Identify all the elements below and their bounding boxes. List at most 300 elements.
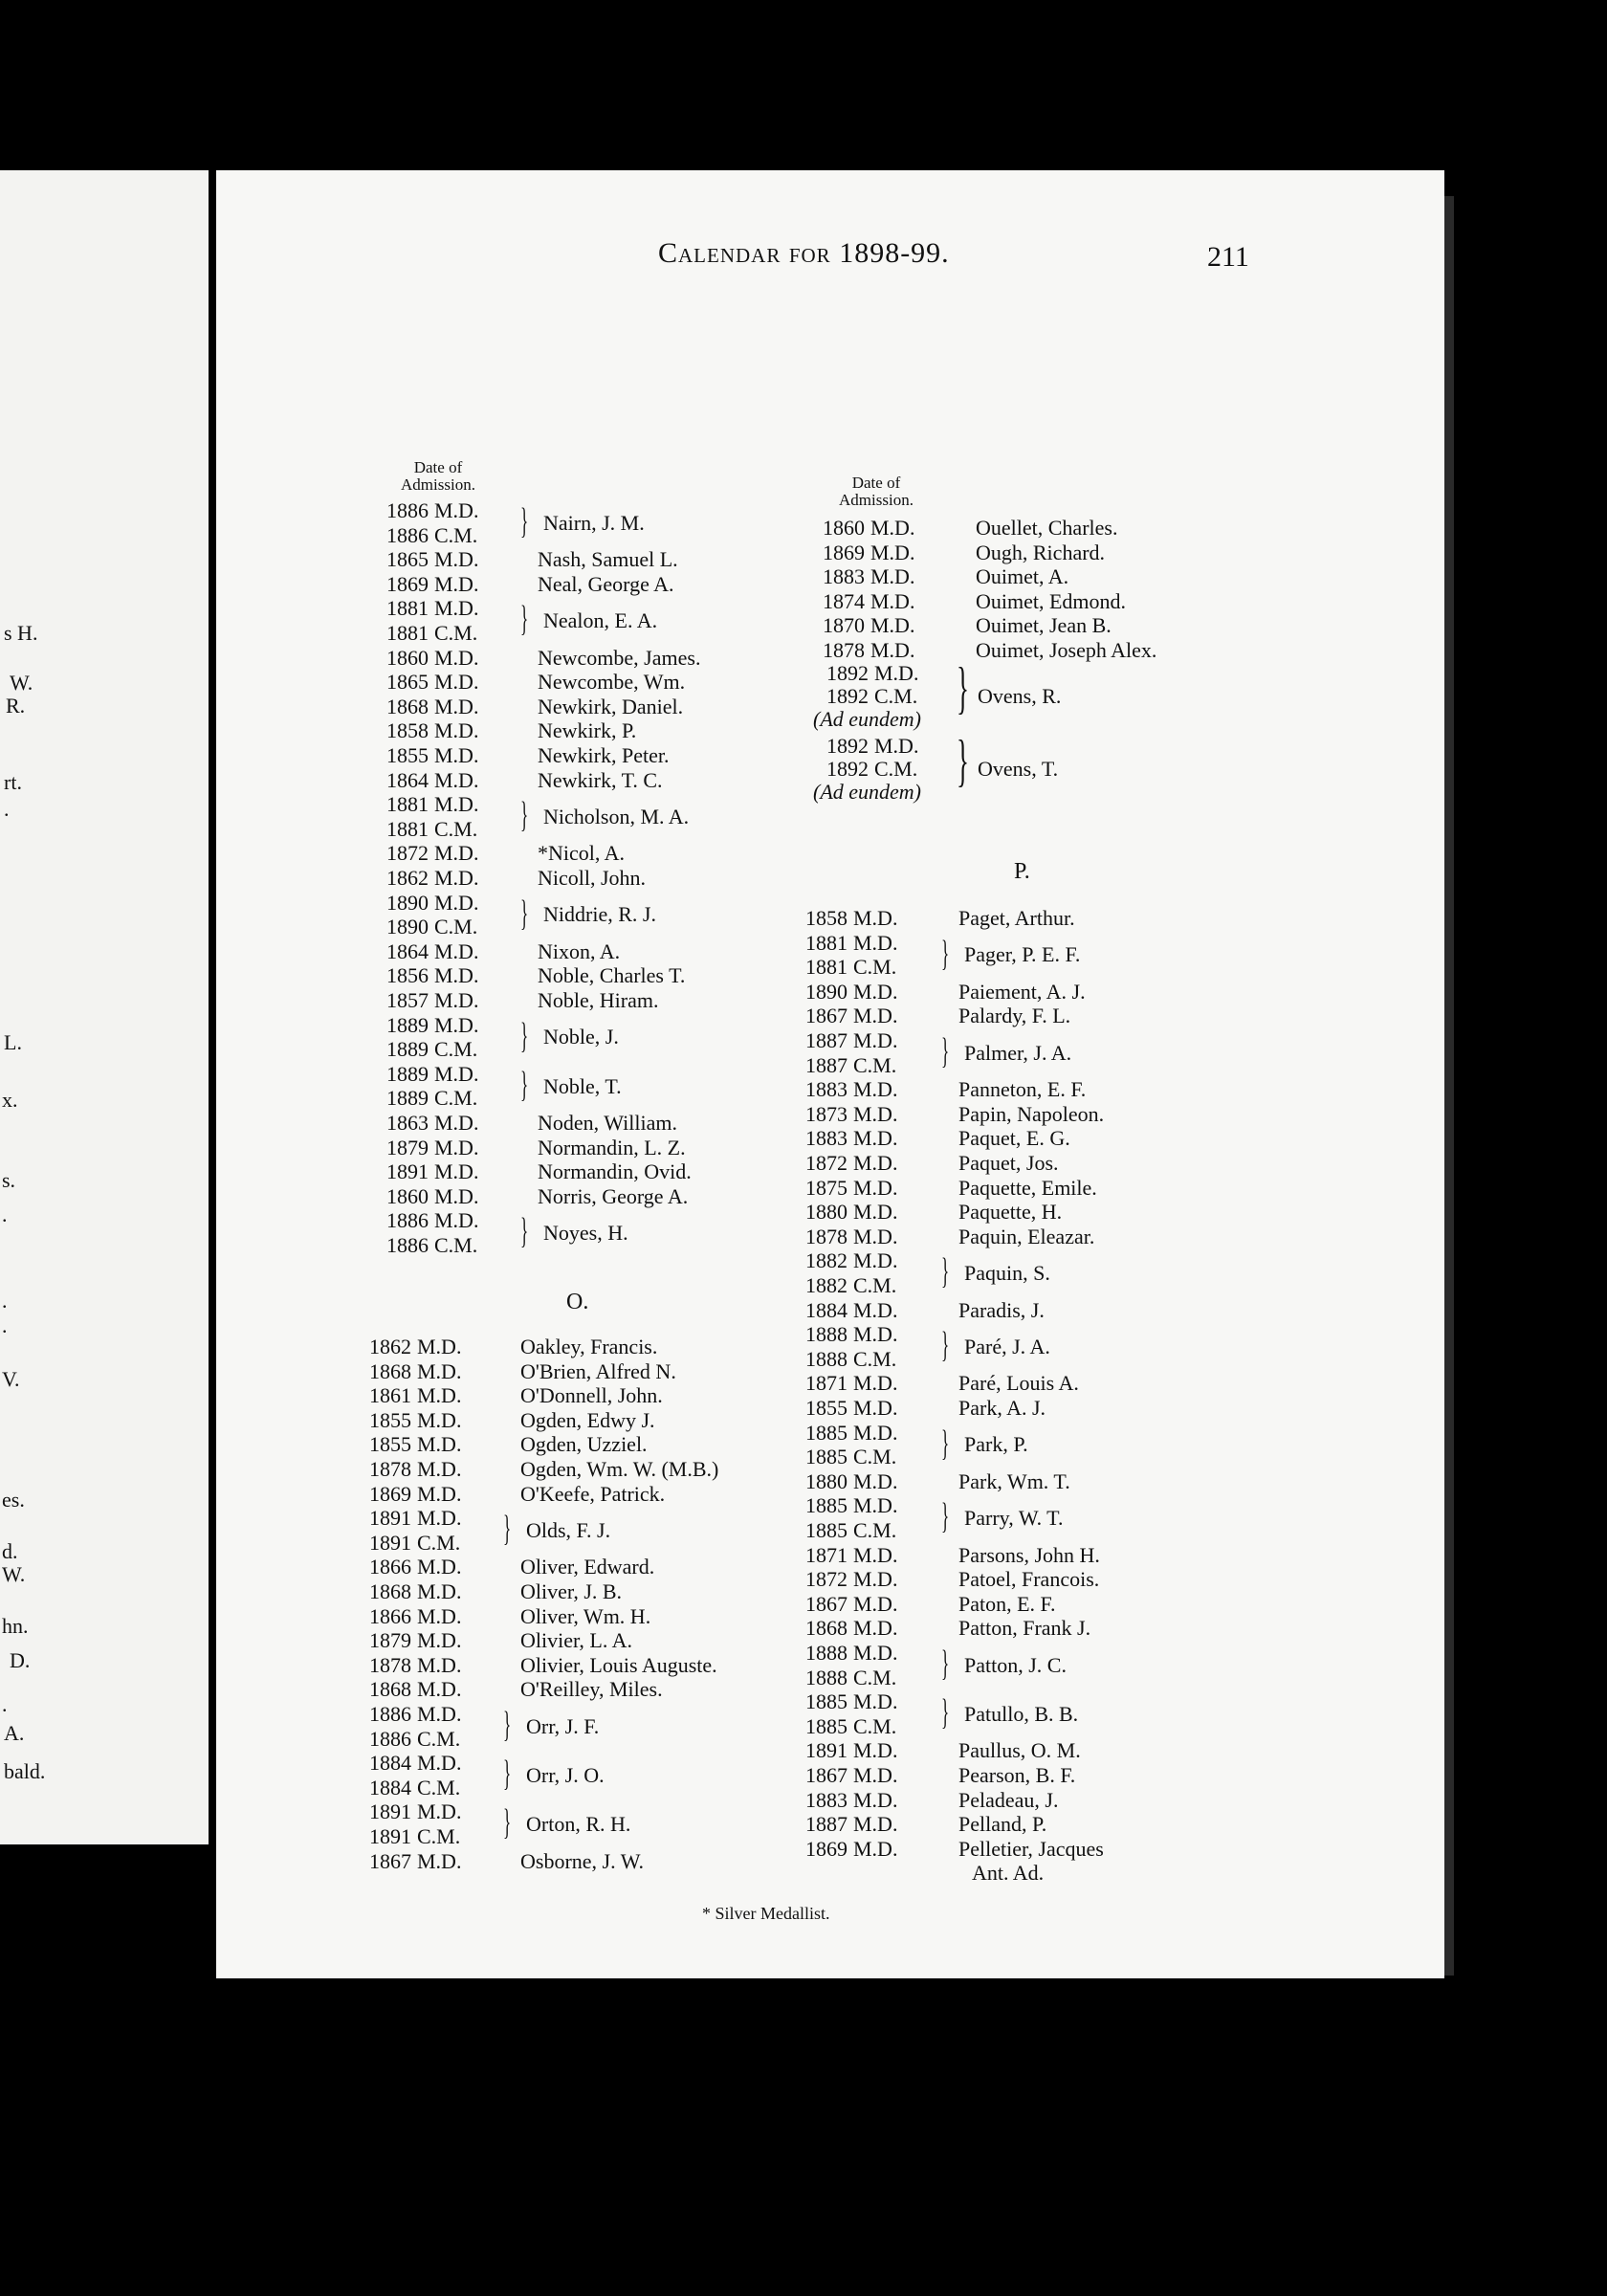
graduate-name: Park, Wm. T. bbox=[958, 1468, 1070, 1493]
brace: } bbox=[520, 599, 529, 640]
degree: M.D. bbox=[853, 1200, 898, 1225]
degree: M.D. bbox=[853, 1322, 898, 1347]
admission-year: 1890 bbox=[386, 890, 429, 915]
graduate-name: Panneton, E. F. bbox=[958, 1077, 1087, 1102]
degree: M.D. bbox=[434, 841, 479, 866]
ad-eundem-note: (Ad eundem) bbox=[813, 707, 922, 731]
admission-year: 1891 bbox=[369, 1506, 411, 1531]
admission-year: 1891 bbox=[369, 1824, 411, 1848]
facing-page-fragment: x. bbox=[2, 1088, 18, 1112]
degree: M.D. bbox=[434, 1135, 479, 1159]
degree: C.M. bbox=[434, 1037, 478, 1062]
degree: M.D. bbox=[853, 1175, 898, 1200]
graduate-name: Paquette, Emile. bbox=[958, 1175, 1097, 1200]
column-header-line1: Date of bbox=[851, 474, 901, 492]
admission-year: 1864 bbox=[386, 938, 429, 963]
graduate-name: Noble, Charles T. bbox=[538, 963, 686, 988]
admission-year: 1872 bbox=[805, 1151, 848, 1175]
brace: } bbox=[941, 1423, 950, 1464]
facing-page-fragment: L. bbox=[4, 1030, 22, 1054]
graduate-name: Paquin, Eleazar. bbox=[958, 1224, 1095, 1248]
degree: M.D. bbox=[853, 1224, 898, 1248]
degree: M.D. bbox=[417, 1579, 462, 1603]
degree: M.D. bbox=[853, 1077, 898, 1102]
degree: M.D. bbox=[434, 571, 479, 596]
degree: M.D. bbox=[417, 1481, 462, 1506]
degree: C.M. bbox=[874, 757, 918, 781]
admission-year: 1857 bbox=[386, 988, 429, 1012]
facing-page-fragment: s H. bbox=[4, 621, 38, 645]
admission-year: 1889 bbox=[386, 1086, 429, 1111]
degree: C.M. bbox=[853, 1273, 897, 1297]
brace: } bbox=[520, 1064, 529, 1105]
graduate-name: Patton, J. C. bbox=[964, 1652, 1067, 1677]
degree: M.D. bbox=[853, 979, 898, 1004]
degree: M.D. bbox=[853, 1689, 898, 1714]
degree: M.D. bbox=[853, 1028, 898, 1052]
facing-page-fragment: D. bbox=[10, 1648, 31, 1672]
admission-year: 1885 bbox=[805, 1445, 848, 1469]
degree: M.D. bbox=[417, 1652, 462, 1677]
degree: M.D. bbox=[417, 1457, 462, 1481]
admission-year: 1874 bbox=[823, 588, 865, 613]
admission-year: 1885 bbox=[805, 1689, 848, 1714]
degree: M.D. bbox=[853, 1004, 898, 1028]
degree: M.D. bbox=[434, 792, 479, 817]
facing-page-fragment: R. bbox=[6, 694, 26, 718]
degree: M.D. bbox=[853, 1787, 898, 1812]
brace: } bbox=[520, 795, 529, 836]
graduate-name: Paquette, H. bbox=[958, 1200, 1063, 1225]
degree: C.M. bbox=[853, 1445, 897, 1469]
admission-year: 1882 bbox=[805, 1273, 848, 1297]
brace: } bbox=[941, 1692, 950, 1733]
degree: M.D. bbox=[853, 1371, 898, 1396]
admission-year: 1869 bbox=[823, 540, 865, 564]
graduate-name: Oakley, Francis. bbox=[520, 1335, 658, 1358]
graduate-name: Nicoll, John. bbox=[538, 866, 647, 890]
admission-year: 1872 bbox=[386, 841, 429, 866]
graduate-name: Neal, George A. bbox=[538, 571, 674, 596]
admission-year: 1885 bbox=[805, 1493, 848, 1518]
admission-year: 1891 bbox=[369, 1799, 411, 1824]
degree: M.D. bbox=[870, 613, 915, 638]
degree: M.D. bbox=[870, 588, 915, 613]
graduate-name: Ogden, Edwy J. bbox=[520, 1407, 655, 1432]
degree: M.D. bbox=[434, 1159, 479, 1184]
section-heading-o: O. bbox=[566, 1290, 589, 1314]
graduate-name: Pager, P. E. F. bbox=[964, 942, 1081, 967]
graduate-name: Noden, William. bbox=[538, 1111, 677, 1135]
brace: } bbox=[941, 1031, 950, 1071]
admission-year: 1878 bbox=[823, 638, 865, 662]
facing-page bbox=[0, 170, 209, 1844]
graduate-name: Orr, J. F. bbox=[526, 1713, 600, 1738]
degree: C.M. bbox=[434, 1233, 478, 1257]
graduate-name: Orr, J. O. bbox=[526, 1762, 605, 1787]
degree: M.D. bbox=[417, 1628, 462, 1653]
admission-year: 1858 bbox=[386, 718, 429, 743]
admission-year: 1878 bbox=[369, 1457, 411, 1481]
brace: } bbox=[520, 1211, 529, 1252]
graduate-name: Newkirk, Daniel. bbox=[538, 694, 684, 718]
facing-page-fragment: rt. bbox=[4, 770, 22, 794]
admission-year: 1881 bbox=[386, 792, 429, 817]
admission-year: 1886 bbox=[386, 1208, 429, 1233]
graduate-name: Olivier, L. A. bbox=[520, 1628, 633, 1653]
degree: M.D. bbox=[434, 743, 479, 767]
degree: C.M. bbox=[434, 816, 478, 841]
degree: M.D. bbox=[853, 1493, 898, 1518]
degree: M.D. bbox=[417, 1603, 462, 1628]
admission-year: 1869 bbox=[386, 571, 429, 596]
admission-year: 1868 bbox=[805, 1616, 848, 1641]
admission-year: 1869 bbox=[805, 1836, 848, 1861]
admission-year: 1855 bbox=[805, 1396, 848, 1420]
admission-year: 1868 bbox=[369, 1677, 411, 1702]
graduate-name: Nixon, A. bbox=[538, 938, 621, 963]
facing-page-fragment: V. bbox=[2, 1367, 20, 1391]
graduate-name: Newkirk, P. bbox=[538, 718, 637, 743]
admission-year: 1879 bbox=[386, 1135, 429, 1159]
column-header-left bbox=[385, 459, 492, 494]
graduate-name: Patton, Frank J. bbox=[958, 1616, 1091, 1641]
brace: } bbox=[503, 1754, 512, 1795]
brace: } bbox=[503, 1802, 512, 1843]
degree: M.D. bbox=[417, 1335, 462, 1358]
graduate-name: O'Keefe, Patrick. bbox=[520, 1481, 666, 1506]
degree: M.D. bbox=[853, 1812, 898, 1837]
degree: M.D. bbox=[853, 1396, 898, 1420]
graduate-name: Paton, E. F. bbox=[958, 1591, 1056, 1616]
graduate-name: Parsons, John H. bbox=[958, 1542, 1100, 1567]
degree: M.D. bbox=[434, 547, 479, 572]
degree: C.M. bbox=[434, 621, 478, 645]
degree: C.M. bbox=[853, 1052, 897, 1077]
admission-year: 1883 bbox=[805, 1126, 848, 1151]
admission-year: 1881 bbox=[805, 955, 848, 980]
admission-year: 1883 bbox=[823, 564, 865, 589]
degree: M.D. bbox=[434, 963, 479, 988]
degree: M.D. bbox=[417, 1677, 462, 1702]
degree: M.D. bbox=[434, 938, 479, 963]
graduate-name: Paiement, A. J. bbox=[958, 979, 1086, 1004]
degree: M.D. bbox=[434, 694, 479, 718]
admission-year: 1887 bbox=[805, 1052, 848, 1077]
degree: M.D. bbox=[434, 596, 479, 621]
column-header-right bbox=[819, 475, 934, 509]
brace: } bbox=[941, 1251, 950, 1292]
admission-year: 1865 bbox=[386, 547, 429, 572]
graduate-name: Park, P. bbox=[964, 1432, 1028, 1457]
graduate-name: Paré, J. A. bbox=[964, 1334, 1050, 1358]
degree: M.D. bbox=[434, 1012, 479, 1037]
admission-year: 1886 bbox=[386, 522, 429, 547]
degree: M.D. bbox=[853, 1151, 898, 1175]
graduate-name: O'Brien, Alfred N. bbox=[520, 1358, 676, 1383]
admission-year: 1855 bbox=[369, 1432, 411, 1457]
degree: M.D. bbox=[853, 1591, 898, 1616]
admission-year: 1891 bbox=[369, 1530, 411, 1555]
graduate-name: Peladeau, J. bbox=[958, 1787, 1059, 1812]
graduate-name: Olivier, Louis Auguste. bbox=[520, 1652, 717, 1677]
graduate-name: Paullus, O. M. bbox=[958, 1738, 1081, 1763]
degree: M.D. bbox=[417, 1432, 462, 1457]
ad-eundem-note: (Ad eundem) bbox=[813, 780, 922, 804]
graduate-name: Osborne, J. W. bbox=[520, 1848, 644, 1873]
admission-year: 1855 bbox=[386, 743, 429, 767]
graduate-name: Oliver, Edward. bbox=[520, 1555, 655, 1579]
admission-year: 1892 bbox=[826, 734, 869, 758]
brace: } bbox=[941, 1644, 950, 1684]
graduate-name: Pelland, P. bbox=[958, 1812, 1047, 1837]
admission-year: 1885 bbox=[805, 1713, 848, 1738]
facing-page-fragment: . bbox=[2, 1314, 8, 1337]
graduate-name: Palardy, F. L. bbox=[958, 1004, 1071, 1028]
admission-year: 1878 bbox=[369, 1652, 411, 1677]
degree: C.M. bbox=[434, 1086, 478, 1111]
graduate-name: Newcombe, Wm. bbox=[538, 670, 686, 695]
admission-year: 1892 bbox=[826, 661, 869, 685]
degree: M.D. bbox=[874, 661, 919, 685]
degree: M.D. bbox=[417, 1751, 462, 1776]
degree: M.D. bbox=[434, 1061, 479, 1086]
graduate-name: Orton, R. H. bbox=[526, 1812, 631, 1837]
brace: } bbox=[503, 1705, 512, 1745]
graduate-name: Paget, Arthur. bbox=[958, 906, 1075, 930]
admission-year: 1865 bbox=[386, 670, 429, 695]
graduate-name: Ogden, Wm. W. (M.B.) bbox=[520, 1457, 719, 1481]
admission-year: 1884 bbox=[369, 1775, 411, 1799]
graduate-name: Ovens, T. bbox=[978, 757, 1059, 781]
graduate-name: Newkirk, T. C. bbox=[538, 767, 663, 792]
admission-year: 1879 bbox=[369, 1628, 411, 1653]
degree: M.D. bbox=[434, 645, 479, 670]
degree: M.D. bbox=[853, 1641, 898, 1665]
graduate-name: Oliver, J. B. bbox=[520, 1579, 623, 1603]
graduate-name: Noble, T. bbox=[543, 1073, 622, 1098]
admission-year: 1890 bbox=[386, 915, 429, 939]
graduate-name: Nicholson, M. A. bbox=[543, 804, 690, 828]
column-header-line2: Admission. bbox=[401, 475, 475, 494]
degree: M.D. bbox=[434, 718, 479, 743]
admission-year: 1883 bbox=[805, 1787, 848, 1812]
page-number: 211 bbox=[1207, 241, 1249, 273]
degree: C.M. bbox=[417, 1530, 461, 1555]
degree: M.D. bbox=[417, 1407, 462, 1432]
admission-year: 1885 bbox=[805, 1420, 848, 1445]
degree: M.D. bbox=[434, 988, 479, 1012]
graduate-name: Olds, F. J. bbox=[526, 1517, 611, 1542]
page-edge bbox=[1444, 196, 1454, 1976]
degree: M.D. bbox=[853, 1567, 898, 1592]
degree: M.D. bbox=[853, 1542, 898, 1567]
admission-year: 1889 bbox=[386, 1012, 429, 1037]
graduate-name: Normandin, L. Z. bbox=[538, 1135, 686, 1159]
facing-page-fragment: . bbox=[2, 1692, 8, 1716]
degree: M.D. bbox=[870, 564, 915, 589]
degree: C.M. bbox=[874, 684, 918, 708]
graduate-name: Paradis, J. bbox=[958, 1297, 1045, 1322]
admission-year: 1871 bbox=[805, 1542, 848, 1567]
admission-year: 1886 bbox=[386, 1233, 429, 1257]
brace: } bbox=[520, 893, 529, 934]
admission-year: 1860 bbox=[386, 1183, 429, 1208]
graduate-name: Normandin, Ovid. bbox=[538, 1159, 692, 1184]
degree: M.D. bbox=[434, 767, 479, 792]
admission-year: 1884 bbox=[805, 1297, 848, 1322]
admission-year: 1890 bbox=[805, 979, 848, 1004]
admission-year: 1889 bbox=[386, 1061, 429, 1086]
facing-page-fragment: hn. bbox=[2, 1614, 29, 1638]
admission-year: 1880 bbox=[805, 1200, 848, 1225]
degree: C.M. bbox=[417, 1824, 461, 1848]
facing-page-fragment: . bbox=[2, 1289, 8, 1313]
graduate-name: *Nicol, A. bbox=[538, 841, 626, 866]
admission-year: 1886 bbox=[369, 1702, 411, 1726]
admission-year: 1881 bbox=[386, 596, 429, 621]
admission-year: 1882 bbox=[805, 1248, 848, 1273]
admission-year: 1872 bbox=[805, 1567, 848, 1592]
degree: M.D. bbox=[853, 1616, 898, 1641]
title-text: Calendar for bbox=[658, 237, 831, 269]
degree: M.D. bbox=[434, 1208, 479, 1233]
brace: } bbox=[503, 1509, 512, 1550]
degree: M.D. bbox=[853, 906, 898, 930]
admission-year: 1866 bbox=[369, 1603, 411, 1628]
column-header-line1: Date of bbox=[413, 458, 463, 476]
graduate-name: Newkirk, Peter. bbox=[538, 743, 670, 767]
admission-year: 1867 bbox=[805, 1004, 848, 1028]
degree: M.D. bbox=[417, 1702, 462, 1726]
degree: M.D. bbox=[853, 1836, 898, 1861]
column-header-line2: Admission. bbox=[839, 491, 914, 509]
admission-year: 1867 bbox=[805, 1591, 848, 1616]
facing-page-fragment: A. bbox=[4, 1721, 25, 1745]
degree: M.D. bbox=[417, 1383, 462, 1408]
degree: M.D. bbox=[853, 1297, 898, 1322]
degree: M.D. bbox=[434, 498, 479, 522]
brace: } bbox=[957, 729, 969, 792]
brace: } bbox=[520, 501, 529, 541]
admission-year: 1888 bbox=[805, 1641, 848, 1665]
admission-year: 1886 bbox=[386, 498, 429, 522]
graduate-name: Newcombe, James. bbox=[538, 645, 701, 670]
degree: C.M. bbox=[434, 915, 478, 939]
admission-year: 1868 bbox=[369, 1358, 411, 1383]
graduate-name: Paquet, Jos. bbox=[958, 1151, 1059, 1175]
degree: M.D. bbox=[434, 670, 479, 695]
admission-year: 1867 bbox=[805, 1763, 848, 1787]
facing-page-fragment: bald. bbox=[4, 1759, 46, 1783]
admission-year: 1870 bbox=[823, 613, 865, 638]
degree: C.M. bbox=[853, 955, 897, 980]
admission-year: 1885 bbox=[805, 1518, 848, 1542]
brace: } bbox=[941, 1496, 950, 1537]
admission-year: 1866 bbox=[369, 1555, 411, 1579]
graduate-name: Oliver, Wm. H. bbox=[520, 1603, 651, 1628]
degree: M.D. bbox=[853, 1738, 898, 1763]
graduate-name: Noble, Hiram. bbox=[538, 988, 659, 1012]
degree: M.D. bbox=[853, 1468, 898, 1493]
admission-year: 1862 bbox=[386, 866, 429, 890]
degree: M.D. bbox=[853, 1763, 898, 1787]
admission-year: 1884 bbox=[369, 1751, 411, 1776]
admission-year: 1869 bbox=[369, 1481, 411, 1506]
degree: M.D. bbox=[417, 1799, 462, 1824]
graduate-name: Ogden, Uzziel. bbox=[520, 1432, 648, 1457]
degree: C.M. bbox=[853, 1665, 897, 1689]
degree: M.D. bbox=[870, 516, 915, 540]
degree: M.D. bbox=[870, 638, 915, 662]
admission-year: 1891 bbox=[386, 1159, 429, 1184]
degree: M.D. bbox=[870, 540, 915, 564]
degree: M.D. bbox=[417, 1555, 462, 1579]
title-year: 1898-99. bbox=[839, 237, 950, 269]
graduate-name: Nash, Samuel L. bbox=[538, 547, 678, 572]
admission-year: 1887 bbox=[805, 1028, 848, 1052]
graduate-name: Ouimet, Joseph Alex. bbox=[976, 638, 1157, 662]
brace: } bbox=[941, 933, 950, 974]
graduate-name: Papin, Napoleon. bbox=[958, 1101, 1105, 1126]
graduate-name: Norris, George A. bbox=[538, 1183, 689, 1208]
facing-page-fragment: d. bbox=[2, 1539, 18, 1563]
degree: M.D. bbox=[417, 1848, 462, 1873]
page-title bbox=[658, 237, 950, 270]
degree: M.D. bbox=[417, 1506, 462, 1531]
footnote: * Silver Medallist. bbox=[702, 1904, 830, 1923]
admission-year: 1868 bbox=[386, 694, 429, 718]
admission-year: 1888 bbox=[805, 1322, 848, 1347]
admission-year: 1880 bbox=[805, 1468, 848, 1493]
admission-year: 1888 bbox=[805, 1665, 848, 1689]
graduate-name: Noyes, H. bbox=[543, 1221, 628, 1246]
admission-year: 1888 bbox=[805, 1346, 848, 1371]
degree: M.D. bbox=[434, 1183, 479, 1208]
degree: M.D. bbox=[853, 1420, 898, 1445]
admission-year: 1891 bbox=[805, 1738, 848, 1763]
facing-page-fragment: W. bbox=[2, 1562, 26, 1586]
admission-year: 1871 bbox=[805, 1371, 848, 1396]
degree: C.M. bbox=[434, 522, 478, 547]
graduate-name: Park, A. J. bbox=[958, 1396, 1046, 1420]
brace: } bbox=[520, 1015, 529, 1056]
degree: C.M. bbox=[853, 1713, 897, 1738]
admission-year: 1887 bbox=[805, 1812, 848, 1837]
admission-year: 1862 bbox=[369, 1335, 411, 1358]
admission-year: 1873 bbox=[805, 1101, 848, 1126]
graduate-name: Patoel, Francois. bbox=[958, 1567, 1100, 1592]
graduate-name: O'Reilley, Miles. bbox=[520, 1677, 663, 1702]
graduate-name: Paquet, E. G. bbox=[958, 1126, 1070, 1151]
admission-year: 1855 bbox=[369, 1407, 411, 1432]
facing-page-fragment: es. bbox=[2, 1488, 25, 1512]
facing-page-fragment: . bbox=[2, 1203, 8, 1226]
degree: M.D. bbox=[853, 1126, 898, 1151]
admission-year: 1864 bbox=[386, 767, 429, 792]
brace: } bbox=[957, 656, 969, 719]
admission-year: 1875 bbox=[805, 1175, 848, 1200]
degree: C.M. bbox=[417, 1726, 461, 1751]
graduate-name: Nealon, E. A. bbox=[543, 608, 658, 633]
graduate-name: Palmer, J. A. bbox=[964, 1040, 1072, 1065]
graduate-name: Patullo, B. B. bbox=[964, 1701, 1079, 1726]
admission-year: 1886 bbox=[369, 1726, 411, 1751]
graduate-name: Ant. Ad. bbox=[972, 1861, 1045, 1886]
degree: C.M. bbox=[417, 1775, 461, 1799]
facing-page-fragment: s. bbox=[2, 1168, 16, 1192]
degree: M.D. bbox=[853, 1248, 898, 1273]
